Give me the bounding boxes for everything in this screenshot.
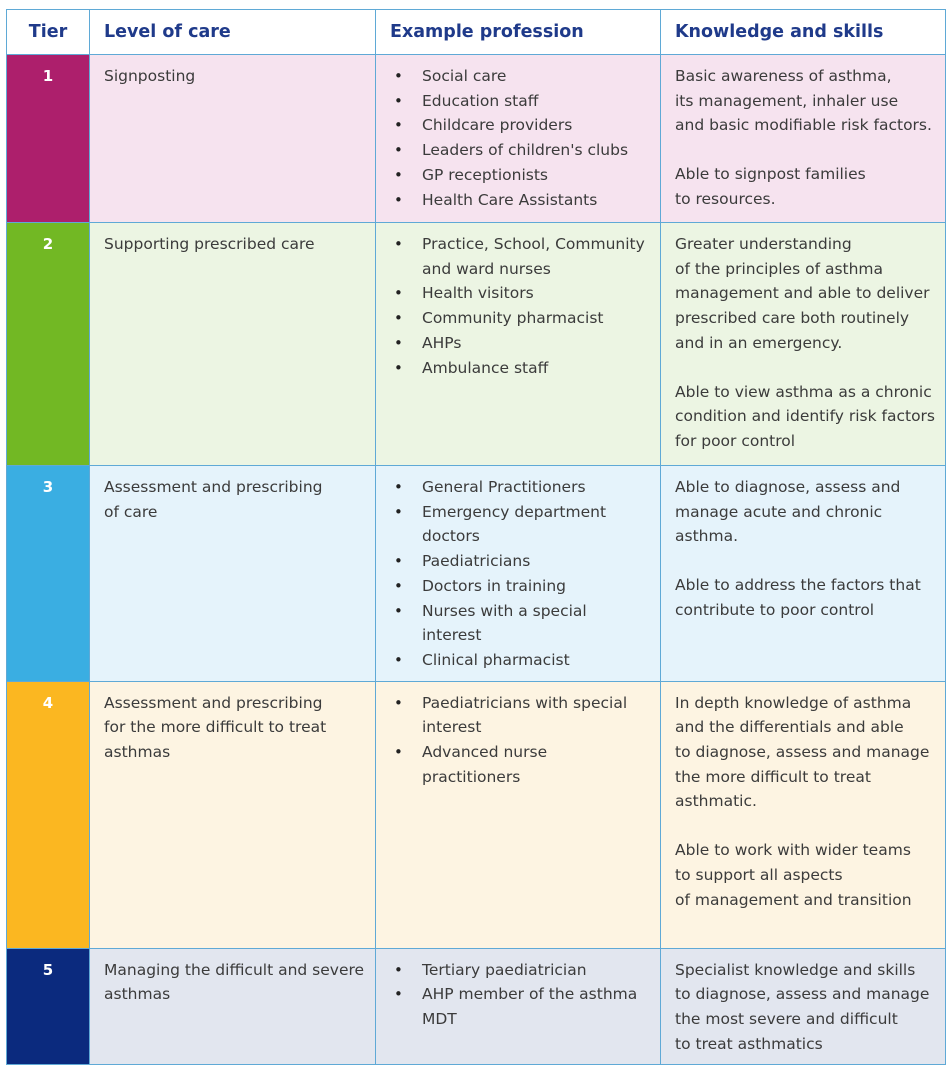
profession-list-item <box>390 982 650 1031</box>
profession-list <box>390 691 650 790</box>
knowledge-line: to treat asthmatics <box>675 1034 823 1053</box>
knowledge-paragraph <box>675 380 935 454</box>
asthma-care-tiers-table <box>6 9 946 1065</box>
knowledge-line: Able to signpost families <box>675 165 866 184</box>
knowledge-line: for poor control <box>675 431 796 450</box>
profession-list-item: • Ambulance staff <box>390 356 650 381</box>
profession-line: MDT <box>422 1010 457 1029</box>
knowledge-line: of the principles of asthma <box>675 259 884 278</box>
tier-number: 2 <box>7 223 90 466</box>
knowledge-paragraph <box>675 162 935 211</box>
header-level-of-care: Level of care <box>90 10 376 55</box>
level-of-care-cell <box>90 681 376 948</box>
table-row <box>7 948 946 1065</box>
header-example-profession: Example profession <box>376 10 661 55</box>
header-row <box>7 10 946 55</box>
knowledge-and-skills-cell <box>661 223 946 466</box>
profession-list-item: • Health visitors <box>390 281 650 306</box>
example-profession-cell <box>376 223 661 466</box>
level-of-care-cell <box>90 466 376 682</box>
profession-line: • Emergency department <box>422 502 607 521</box>
knowledge-line: contribute to poor control <box>675 600 875 619</box>
profession-list-item: • Health Care Assistants <box>390 188 650 213</box>
table-row <box>7 466 946 682</box>
example-profession-cell <box>376 681 661 948</box>
knowledge-line: and the differentials and able <box>675 718 904 737</box>
level-of-care-line: Signposting <box>104 67 196 85</box>
header-knowledge-and-skills: Knowledge and skills <box>661 10 946 55</box>
knowledge-line: Specialist knowledge and skills <box>675 960 916 979</box>
level-of-care-cell <box>90 948 376 1065</box>
profession-list-item: • Social care <box>390 64 650 89</box>
table-row <box>7 55 946 223</box>
profession-list-item: • Nurses with a special interest <box>390 599 650 648</box>
knowledge-paragraph <box>675 838 935 912</box>
profession-line: doctors <box>422 527 480 546</box>
level-of-care-line: asthmas <box>104 743 171 762</box>
profession-list-item: • Childcare providers <box>390 113 650 138</box>
knowledge-paragraph <box>675 475 935 549</box>
profession-list-item: • General Practitioners <box>390 475 650 500</box>
profession-line: • Practice, School, Community <box>422 235 645 253</box>
knowledge-and-skills-cell <box>661 948 946 1065</box>
knowledge-line: to diagnose, assess and manage <box>675 985 930 1004</box>
profession-list-item <box>390 500 650 549</box>
profession-list-item: • Advanced nurse practitioners <box>390 740 650 789</box>
knowledge-and-skills-cell <box>661 681 946 948</box>
profession-list <box>390 958 650 1032</box>
table-body <box>7 55 946 1065</box>
profession-list-item: • Education staff <box>390 89 650 114</box>
tier-number: 3 <box>7 466 90 682</box>
knowledge-line: Able to address the factors that <box>675 576 921 595</box>
knowledge-line: the most severe and difficult <box>675 1010 898 1029</box>
level-of-care-line: of care <box>104 502 158 521</box>
profession-line: interest <box>422 718 482 737</box>
knowledge-line: asthmatic. <box>675 792 757 811</box>
level-of-care-line: Managing the difficult and severe <box>104 960 365 979</box>
profession-list-item: • Clinical pharmacist <box>390 648 650 673</box>
knowledge-line: to resources. <box>675 189 776 208</box>
example-profession-cell <box>376 948 661 1065</box>
profession-list <box>390 475 650 673</box>
profession-line: and ward nurses <box>422 259 551 278</box>
knowledge-line: its management, inhaler use <box>675 91 899 110</box>
profession-list-item: • Paediatricians <box>390 549 650 574</box>
knowledge-line: Greater understanding <box>675 235 852 253</box>
tier-number: 5 <box>7 948 90 1065</box>
knowledge-line: prescribed care both routinely <box>675 309 910 328</box>
knowledge-paragraph <box>675 958 935 1057</box>
tier-number: 4 <box>7 681 90 948</box>
knowledge-line: manage acute and chronic <box>675 502 883 521</box>
profession-list <box>390 64 650 212</box>
knowledge-line: and in an emergency. <box>675 333 843 352</box>
profession-list-item: • AHPs <box>390 331 650 356</box>
level-of-care-line: Assessment and prescribing <box>104 478 323 496</box>
knowledge-line: to diagnose, assess and manage <box>675 743 930 762</box>
knowledge-line: Able to diagnose, assess and <box>675 478 901 496</box>
knowledge-paragraph <box>675 64 935 138</box>
tier-number: 1 <box>7 55 90 223</box>
level-of-care-line: for the more difficult to treat <box>104 718 327 737</box>
profession-list-item: • Leaders of children's clubs <box>390 138 650 163</box>
level-of-care-line: Assessment and prescribing <box>104 693 323 712</box>
knowledge-line: Able to work with wider teams <box>675 841 911 860</box>
profession-list-item: • Doctors in training <box>390 574 650 599</box>
knowledge-paragraph <box>675 691 935 815</box>
profession-list-item: • Tertiary paediatrician <box>390 958 650 983</box>
knowledge-line: In depth knowledge of asthma <box>675 693 912 712</box>
level-of-care-cell <box>90 55 376 223</box>
knowledge-line: Basic awareness of asthma, <box>675 67 892 85</box>
knowledge-paragraph <box>675 232 935 356</box>
profession-list-item <box>390 691 650 740</box>
profession-line: • Paediatricians with special <box>422 693 628 712</box>
header-tier: Tier <box>7 10 90 55</box>
profession-line: • AHP member of the asthma <box>422 985 638 1004</box>
knowledge-and-skills-cell <box>661 55 946 223</box>
table-row <box>7 223 946 466</box>
profession-list-item: • GP receptionists <box>390 163 650 188</box>
example-profession-cell <box>376 55 661 223</box>
profession-list <box>390 232 650 380</box>
profession-list-item: • Community pharmacist <box>390 306 650 331</box>
example-profession-cell <box>376 466 661 682</box>
knowledge-line: condition and identify risk factors <box>675 407 935 426</box>
knowledge-line: Able to view asthma as a chronic <box>675 382 932 401</box>
level-of-care-line: asthmas <box>104 985 171 1004</box>
knowledge-line: and basic modifiable risk factors. <box>675 116 932 135</box>
knowledge-and-skills-cell <box>661 466 946 682</box>
knowledge-line: management and able to deliver <box>675 284 930 303</box>
profession-list-item <box>390 232 650 281</box>
knowledge-paragraph <box>675 573 935 622</box>
knowledge-line: to support all aspects <box>675 865 843 884</box>
knowledge-line: of management and transition <box>675 890 912 909</box>
level-of-care-line: Supporting prescribed care <box>104 235 315 253</box>
level-of-care-cell <box>90 223 376 466</box>
table-row <box>7 681 946 948</box>
knowledge-line: the more difficult to treat <box>675 767 871 786</box>
knowledge-line: asthma. <box>675 527 738 546</box>
